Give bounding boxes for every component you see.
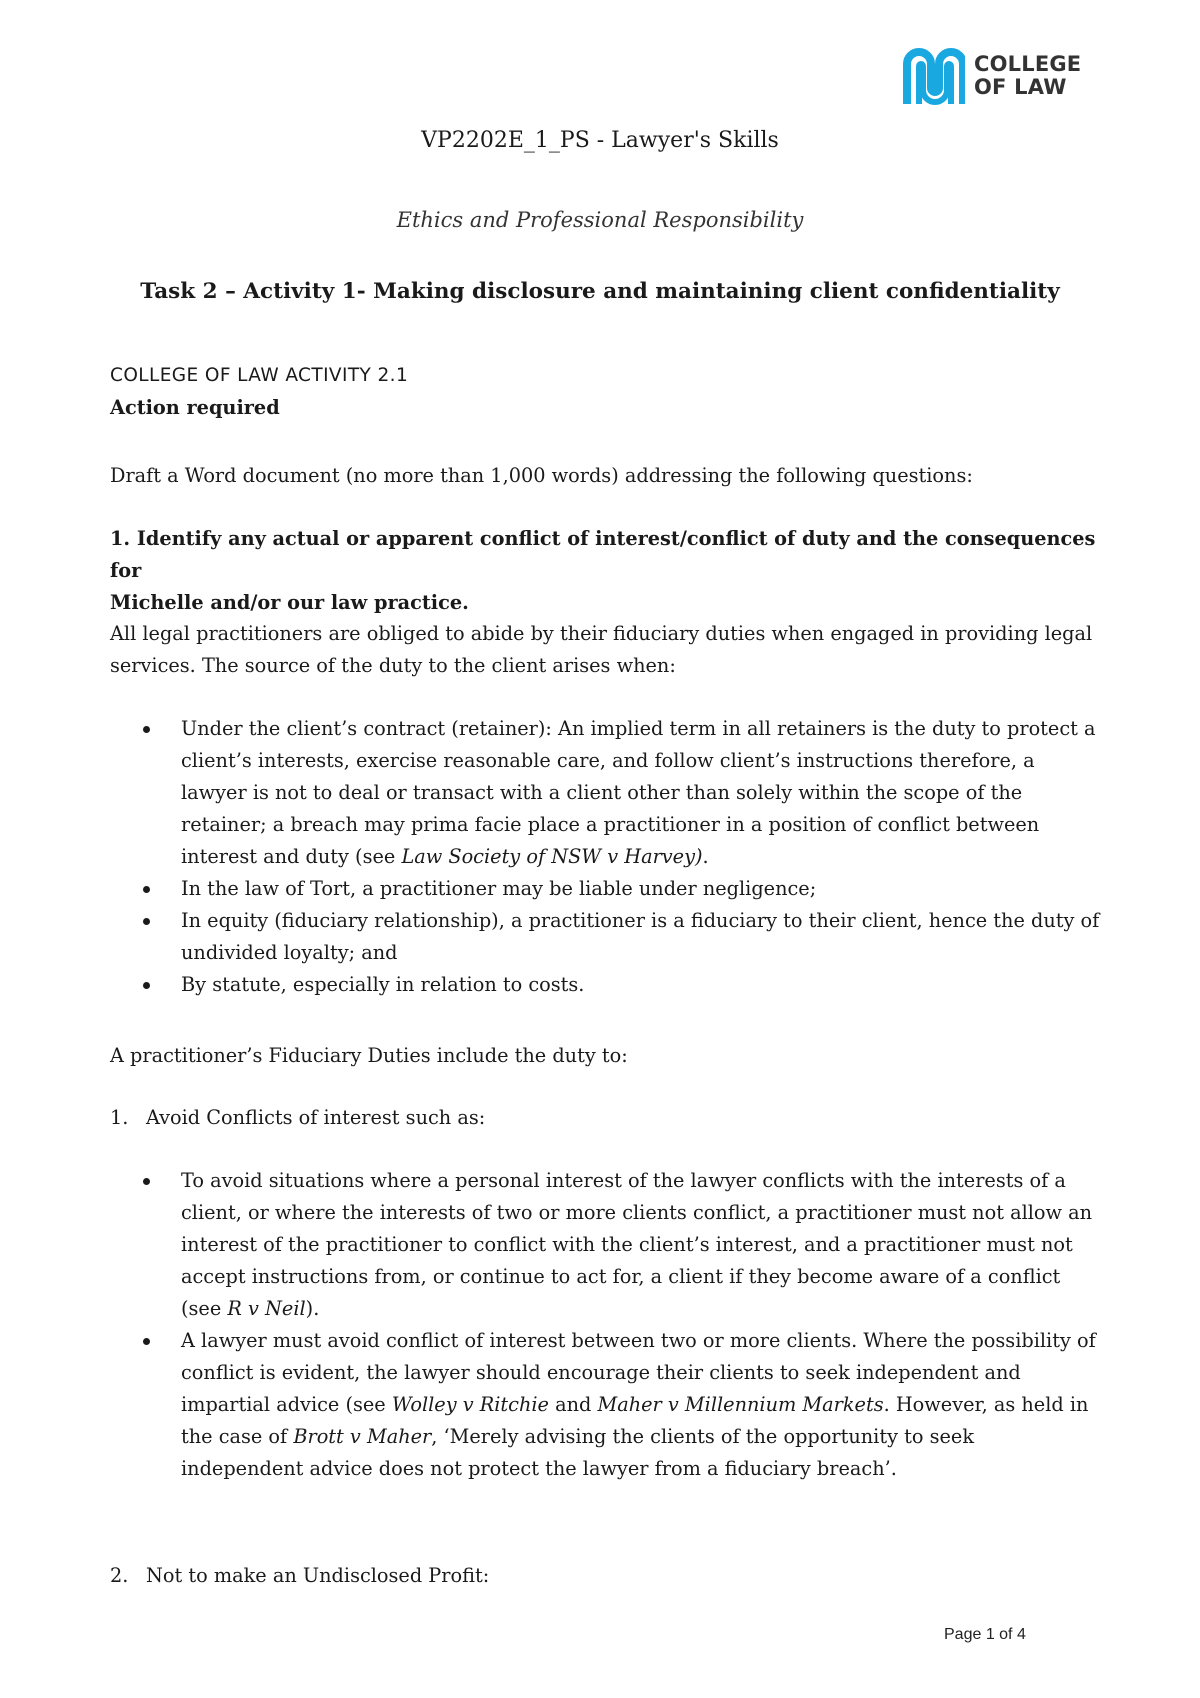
intro-paragraph (110, 618, 1100, 682)
college-of-law-logo (899, 46, 1081, 106)
bullet-text: Under the client’s contract (retainer): An implied term in all retainers is the duty to protect a client’s interests, exercise reasonable care, and follow client’s instructions therefore, a lawyer is not to deal or transact with a client other than solely within the scope of the retainer; a breach may prima facie place a practitioner in a position of conflict between interest and duty (see (181, 717, 1096, 868)
intro-line2: services. The source of the duty to the client arises when: (110, 654, 676, 677)
college-of-law-logo-icon (899, 46, 965, 106)
case-citation: Wolley v Ritchie (391, 1393, 549, 1416)
case-citation: R v Neil (227, 1297, 306, 1320)
page-number: Page 1 of 4 (944, 1626, 1026, 1643)
list-item: In the law of Tort, a practitioner may be liable under negligence; (110, 873, 1100, 905)
logo-text-line2: OF LAW (974, 75, 1067, 99)
intro-line1: All legal practitioners are obliged to abide by their fiduciary duties when engaged in providing legal (110, 622, 1093, 645)
case-citation: Law Society of NSW v Harvey) (401, 845, 703, 868)
list-item (110, 1325, 1100, 1485)
activity-code: COLLEGE OF LAW ACTIVITY 2.1 (110, 365, 409, 386)
logo-text-line1: COLLEGE (974, 52, 1082, 76)
list-item (110, 713, 1100, 873)
document-title: VP2202E_1_PS - Lawyer's Skills (421, 128, 779, 153)
bullet-end: . (702, 845, 709, 868)
case-citation: Maher v Millennium Markets (597, 1393, 884, 1416)
bullet-end: ). (305, 1297, 320, 1320)
duty-number: 2. (110, 1564, 129, 1587)
duty-number: 1. (110, 1106, 129, 1129)
action-required-heading: Action required (110, 396, 280, 419)
list-item: In equity (fiduciary relationship), a practitioner is a fiduciary to their client, hence the duty of undivided loyalty; and (110, 905, 1100, 969)
duty-source-list (110, 713, 1100, 1001)
bullet-text: A lawyer must avoid conflict of interest between two or more clients. Where the possibility of conflict is evident, the lawyer should encourage their clients to seek independent and impartial advice (see (181, 1329, 1096, 1416)
question-1-line1: 1. Identify any actual or apparent conflict of interest/conflict of duty and the consequences for (110, 527, 1096, 582)
task-heading: Task 2 – Activity 1- Making disclosure and maintaining client confidentiality (140, 279, 1060, 304)
question-1-line2: Michelle and/or our law practice. (110, 591, 469, 614)
document-subtitle: Ethics and Professional Responsibility (396, 208, 804, 232)
bullet-text: , ‘Merely advising the clients of the opportunity to seek independent advice does not protect the lawyer from a fiduciary breach’. (181, 1425, 974, 1480)
draft-instruction: Draft a Word document (no more than 1,000 words) addressing the following questions: (110, 464, 973, 487)
duty-item-2 (110, 1560, 1100, 1592)
duty-item-1 (110, 1102, 1100, 1134)
question-1 (110, 523, 1100, 619)
conflict-list (110, 1165, 1100, 1485)
bullet-text: To avoid situations where a personal interest of the lawyer conflicts with the interests of a client, or where the interests of two or more clients conflict, a practitioner must not allow an interest of the practitioner to conflict with the client’s interest, and a practitioner must not accept instructions from, or continue to act for, a client if they become aware of a conflict (see (181, 1169, 1093, 1320)
bullet-text: and (548, 1393, 598, 1416)
duty-text: Not to make an Undisclosed Profit: (146, 1564, 490, 1587)
list-item (110, 1165, 1100, 1325)
duty-text: Avoid Conflicts of interest such as: (146, 1106, 486, 1129)
bullet-text: . However, as held in the case of (181, 1393, 1089, 1448)
list-item: By statute, especially in relation to costs. (110, 969, 1100, 1001)
fiduciary-duties-intro: A practitioner’s Fiduciary Duties include the duty to: (110, 1044, 628, 1067)
case-citation: Brott v Maher (293, 1425, 432, 1448)
